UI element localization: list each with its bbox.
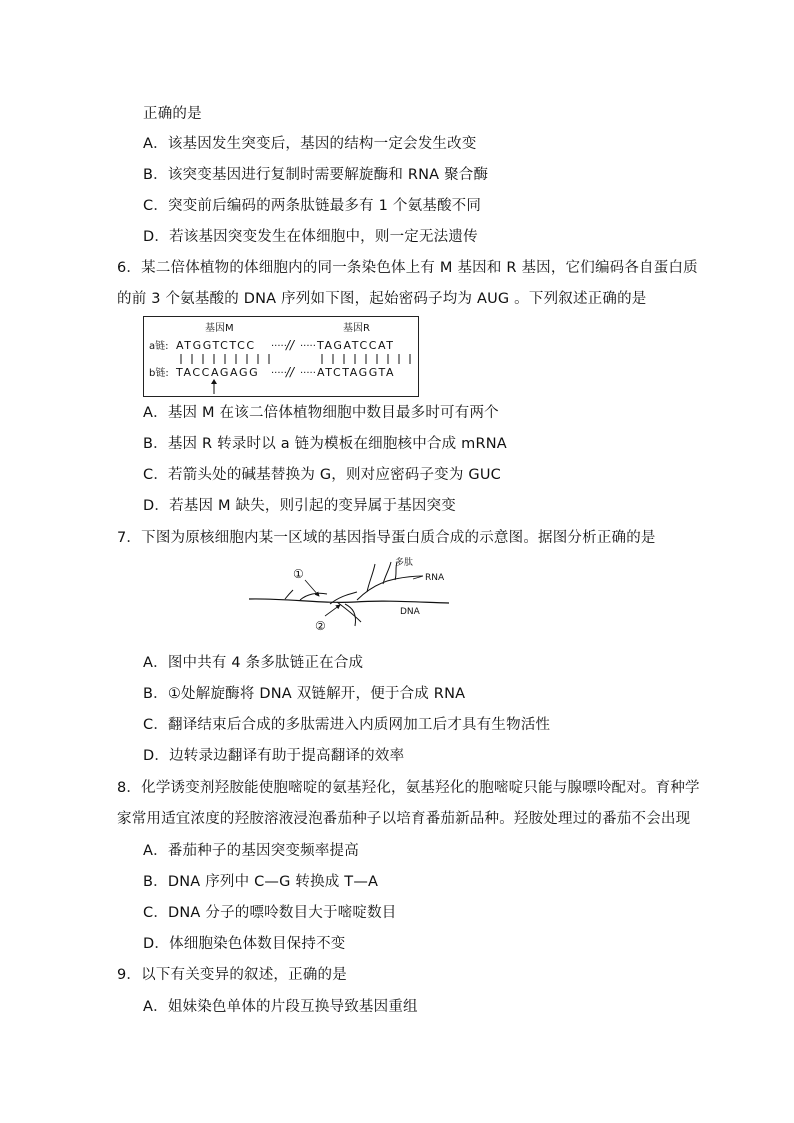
q8-stem-line2: 家常用适宜浓度的羟胺溶液浸泡番茄种子以培育番茄新品种。羟胺处理过的番茄不会出现 [117,811,691,827]
rna-lower-branch-1 [337,602,361,622]
strand-a-gene-m: ATGGTCTCC [176,339,256,352]
q8-option-c: C．DNA 分子的嘌呤数目大于嘧啶数目 [143,905,397,921]
gene-r-label: 基因R [343,323,370,334]
q6-option-c: C．若箭头处的碱基替换为 G，则对应密码子变为 GUC [143,467,501,483]
label-rna: RNA [425,573,445,583]
strand-b-dots-left: ····· [271,368,287,379]
rna-left-branch [285,590,293,599]
q5-option-b: B．该突变基因进行复制时需要解旋酶和 RNA 聚合酶 [143,167,489,183]
q6-dna-sequence-figure [143,316,419,397]
q6-option-a: A．基因 M 在该二倍体植物细胞中数目最多时可有两个 [143,405,499,421]
q7-option-d: D．边转录边翻译有助于提高翻译的效率 [143,748,405,764]
label-peptide: 多肽 [395,558,414,568]
rna-branch-3 [357,576,423,600]
strand-b-gene-m: TACCAGAGG [176,366,260,379]
dna-strand [249,599,449,603]
strand-a-label: a链: [149,341,169,352]
q5-option-a: A．该基因发生突变后，基因的结构一定会发生改变 [143,136,477,152]
q7-option-a: A．图中共有 4 条多肽链正在合成 [143,655,364,671]
strand-a-gene-r: TAGATCCAT [317,339,395,352]
strand-a-dots-right: ····· [300,341,316,352]
strand-a-break: // [286,338,295,352]
gene-m-label: 基因M [205,323,234,334]
q7-option-c: C．翻译结束后合成的多肽需进入内质网加工后才具有生物活性 [143,717,551,733]
q5-option-c: C．突变前后编码的两条肽链最多有 1 个氨基酸不同 [143,198,482,214]
rna-branch-1 [300,593,327,600]
strand-a-dots-left: ····· [271,341,287,352]
strand-b-break: // [286,365,295,379]
label-dna: DNA [400,607,420,617]
q8-stem-line1: 8．化学诱变剂羟胺能使胞嘧啶的氨基羟化，氨基羟化的胞嘧啶只能与腺嘌呤配对。育种学 [117,780,700,796]
q6-stem-line2: 的前 3 个氨基酸的 DNA 序列如下图，起始密码子均为 AUG 。下列叙述正确的是 [117,291,647,307]
q7-option-b: B．①处解旋酶将 DNA 双链解开，便于合成 RNA [143,686,466,702]
q7-transcription-translation-figure [245,552,455,634]
q5-option-d: D．若该基因突变发生在体细胞中，则一定无法遗传 [143,229,478,245]
strand-b-gene-r: ATCTAGGTA [317,366,396,379]
peptide-1 [367,564,375,592]
q9-option-a: A．姐妹染色单体的片段互换导致基因重组 [143,999,418,1015]
q8-option-a: A．番茄种子的基因突变频率提高 [143,843,359,859]
q9-stem: 9．以下有关变异的叙述，正确的是 [117,967,347,983]
q5-stem-continuation: 正确的是 [143,106,202,122]
label-2-arrow [325,605,340,616]
strand-b-dots-right: ····· [300,368,316,379]
q6-option-d: D．若基因 M 缺失，则引起的变异属于基因突变 [143,498,456,514]
strand-b-label: b链: [149,368,169,379]
q6-option-b: B．基因 R 转录时以 a 链为模板在细胞核中合成 mRNA [143,436,507,452]
label-2: ② [315,619,326,633]
label-1: ① [293,567,304,581]
q6-stem-line1: 6．某二倍体植物的体细胞内的同一条染色体上有 M 基因和 R 基因，它们编码各自蛋白质 [117,260,698,276]
q8-option-b: B．DNA 序列中 C—G 转换成 T—A [143,874,379,890]
q8-option-d: D．体细胞染色体数目保持不变 [143,936,346,952]
q7-stem: 7．下图为原核细胞内某一区域的基因指导蛋白质合成的示意图。据图分析正确的是 [117,530,656,546]
